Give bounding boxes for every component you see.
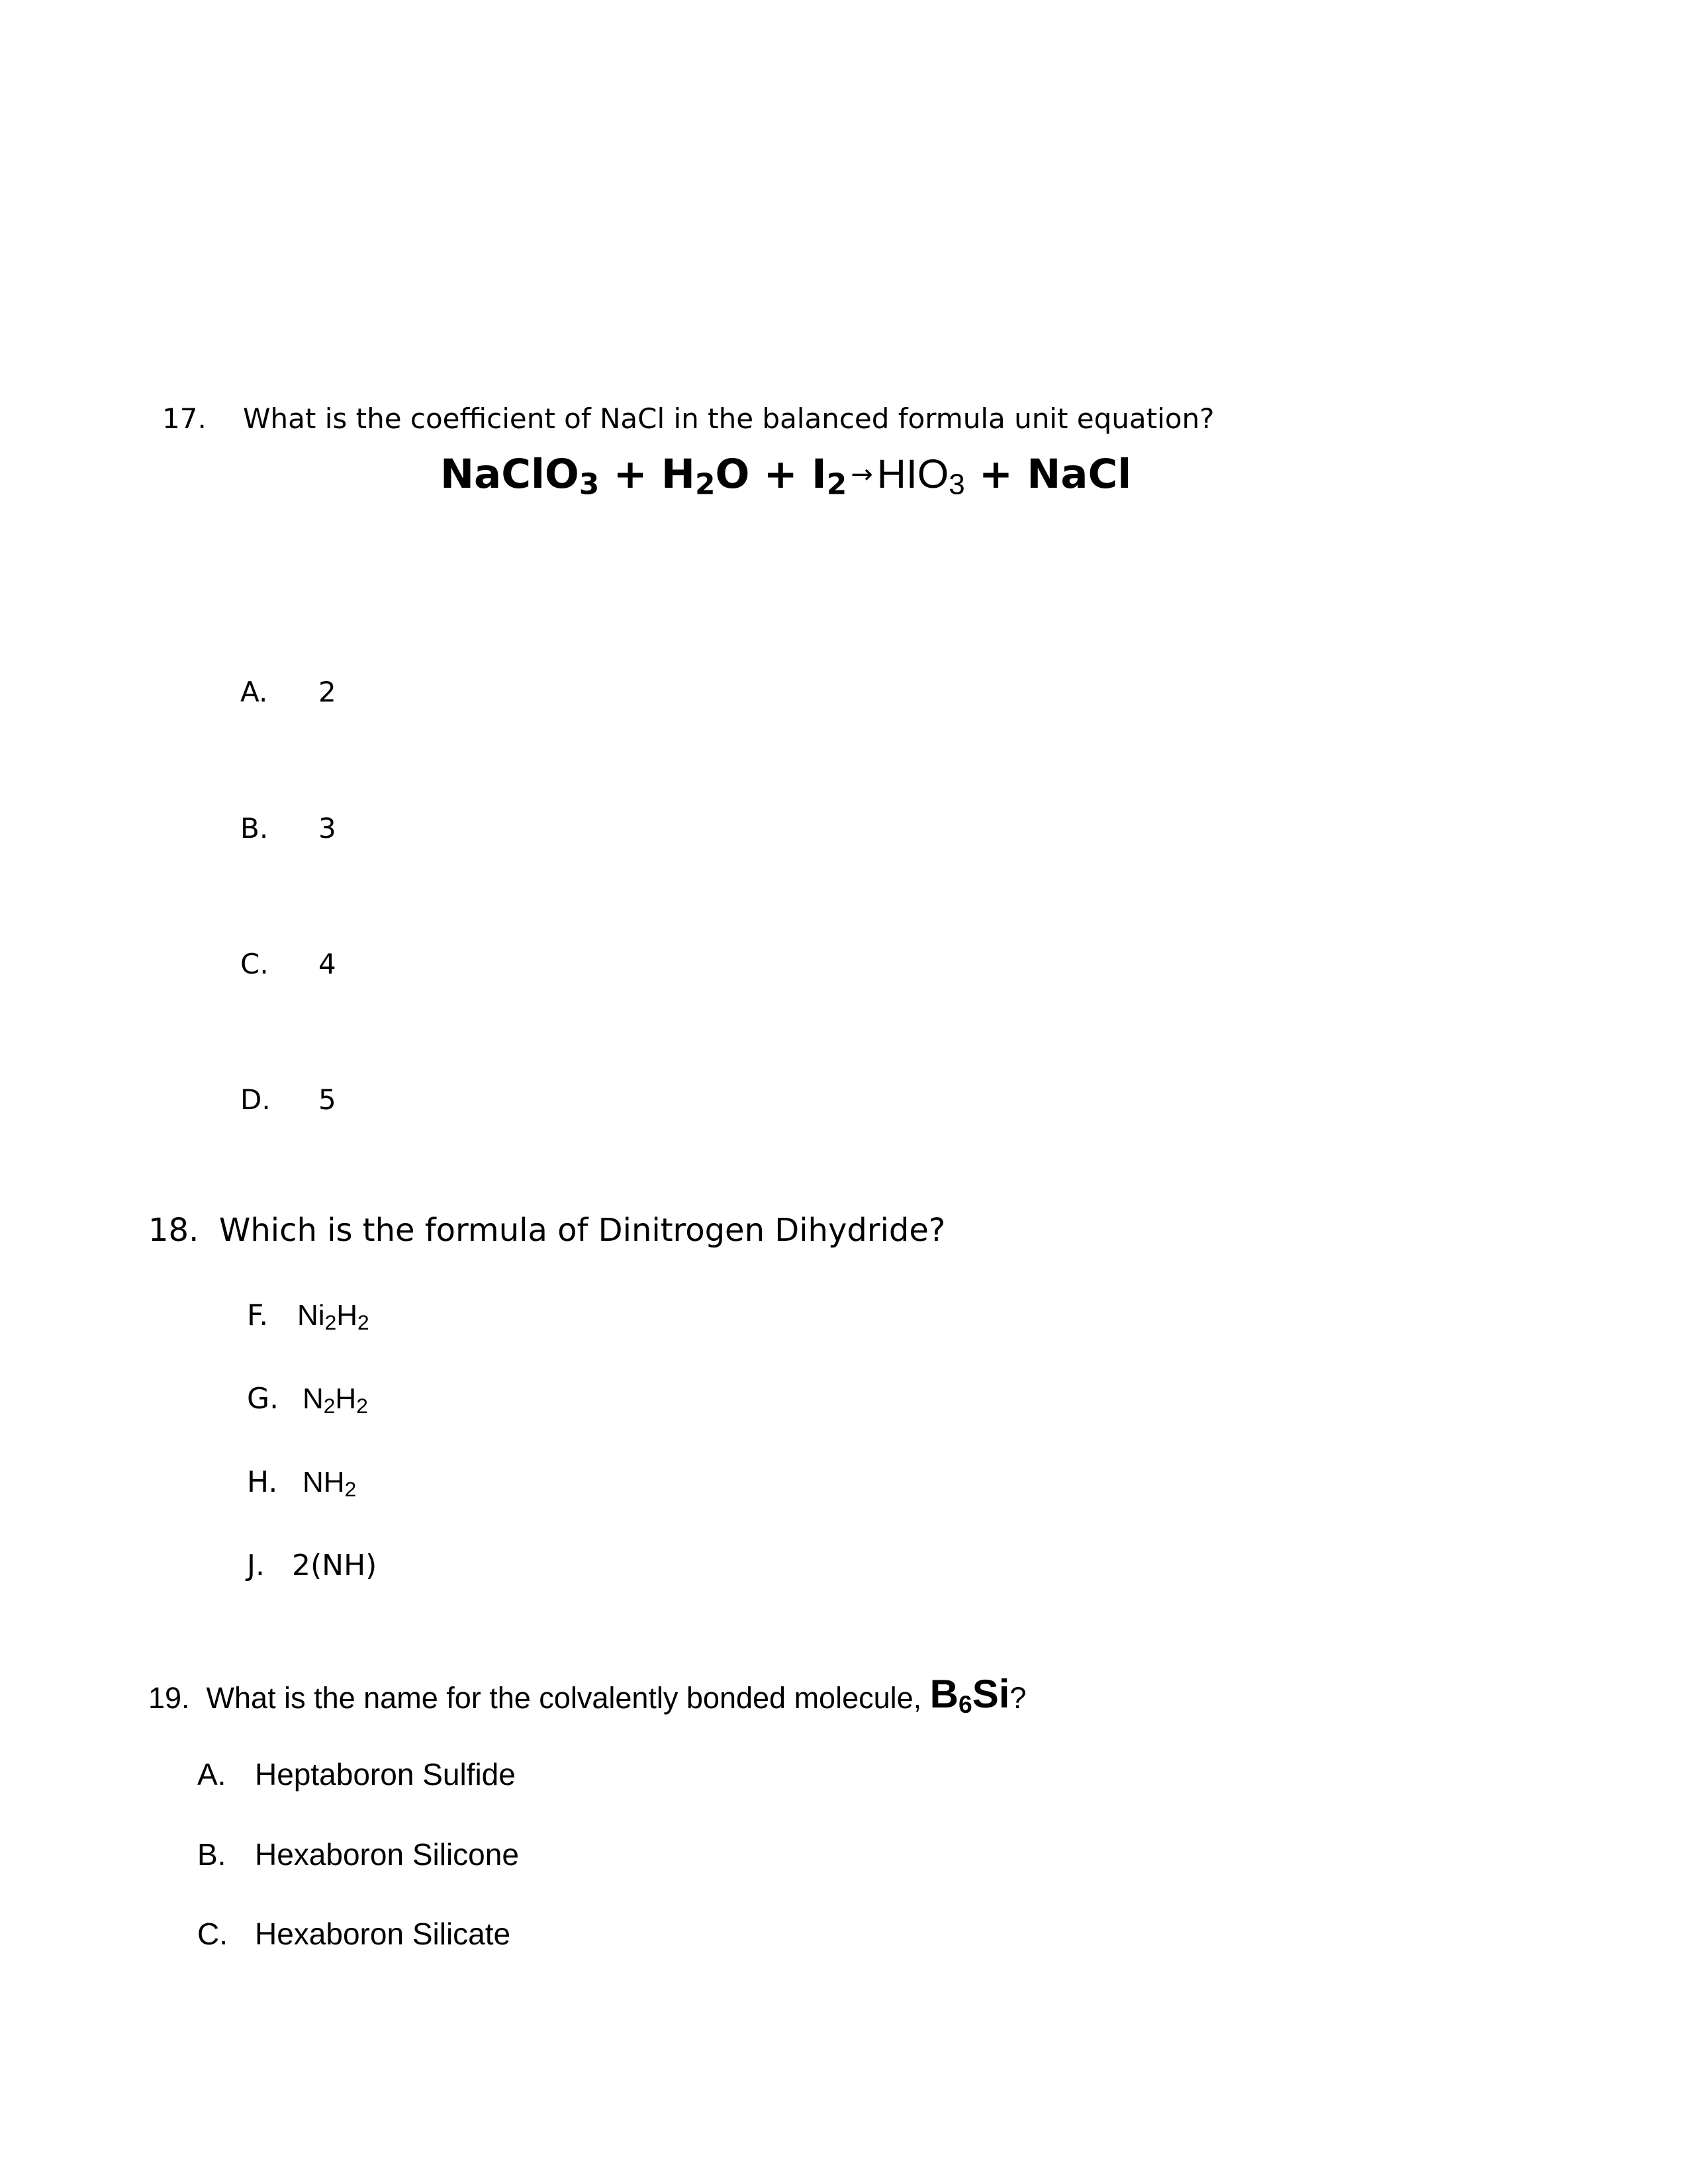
q17-option-c-value: 4 (318, 948, 336, 980)
q18-option-h-value: $NH_2$ (303, 1466, 357, 1501)
question-17-text: What is the coefficient of NaCl in the balanced formula unit equation? (243, 402, 1215, 435)
q19-option-c-value: Hexaboron Silicate (255, 1917, 511, 1951)
product-hio3: $HIO_3$ (876, 451, 965, 501)
q19-option-b-letter: B. (197, 1837, 226, 1872)
q17-option-b-value: 3 (318, 812, 336, 844)
reactant-h2o: $H_2O$ (661, 451, 750, 502)
q18-option-g-value: $N_2H_2$ (303, 1383, 368, 1418)
q17-option-b-letter: B. (240, 812, 269, 844)
q19-option-c-letter: C. (197, 1917, 228, 1951)
q18-option-g-letter: G. (247, 1382, 279, 1416)
question-18-text: 18. Which is the formula of Dinitrogen Dihydride? (148, 1212, 946, 1249)
q19-option-a-letter: A. (197, 1757, 226, 1792)
product-nacl: NaCl (1027, 451, 1132, 498)
q17-option-a-value: 2 (318, 676, 336, 708)
q18-option-j-letter: J. (247, 1549, 265, 1582)
reactant-i2: $I_2$ (811, 451, 847, 502)
q18-option-h-letter: H. (247, 1465, 278, 1499)
molecule-formula-b6si: $B_6Si$ (929, 1672, 1010, 1719)
q19-option-b-value: Hexaboron Silicone (255, 1837, 519, 1872)
reaction-arrow-icon: → (851, 459, 873, 490)
question-17-equation: NaClO$_3$ + $H_2O + I_2 \to HIO_3$ + NaCl (440, 451, 1132, 502)
q18-option-j-value: 2(NH) (292, 1549, 377, 1582)
q17-option-c-letter: C. (240, 948, 269, 980)
question-19-text: 19. What is the name for the colvalently bonded molecule, $B_6Si$? (148, 1672, 1027, 1719)
question-17-number: 17. (162, 402, 207, 435)
q17-option-a-letter: A. (240, 676, 268, 708)
q17-option-d-value: 5 (318, 1083, 336, 1116)
q18-option-f-value: $Ni_2H_2$ (297, 1299, 369, 1334)
reactant-naclo3: NaClO$_3$ (440, 451, 600, 502)
q19-option-a-value: Heptaboron Sulfide (255, 1757, 516, 1792)
q17-option-d-letter: D. (240, 1083, 271, 1116)
q18-option-f-letter: F. (247, 1298, 269, 1332)
